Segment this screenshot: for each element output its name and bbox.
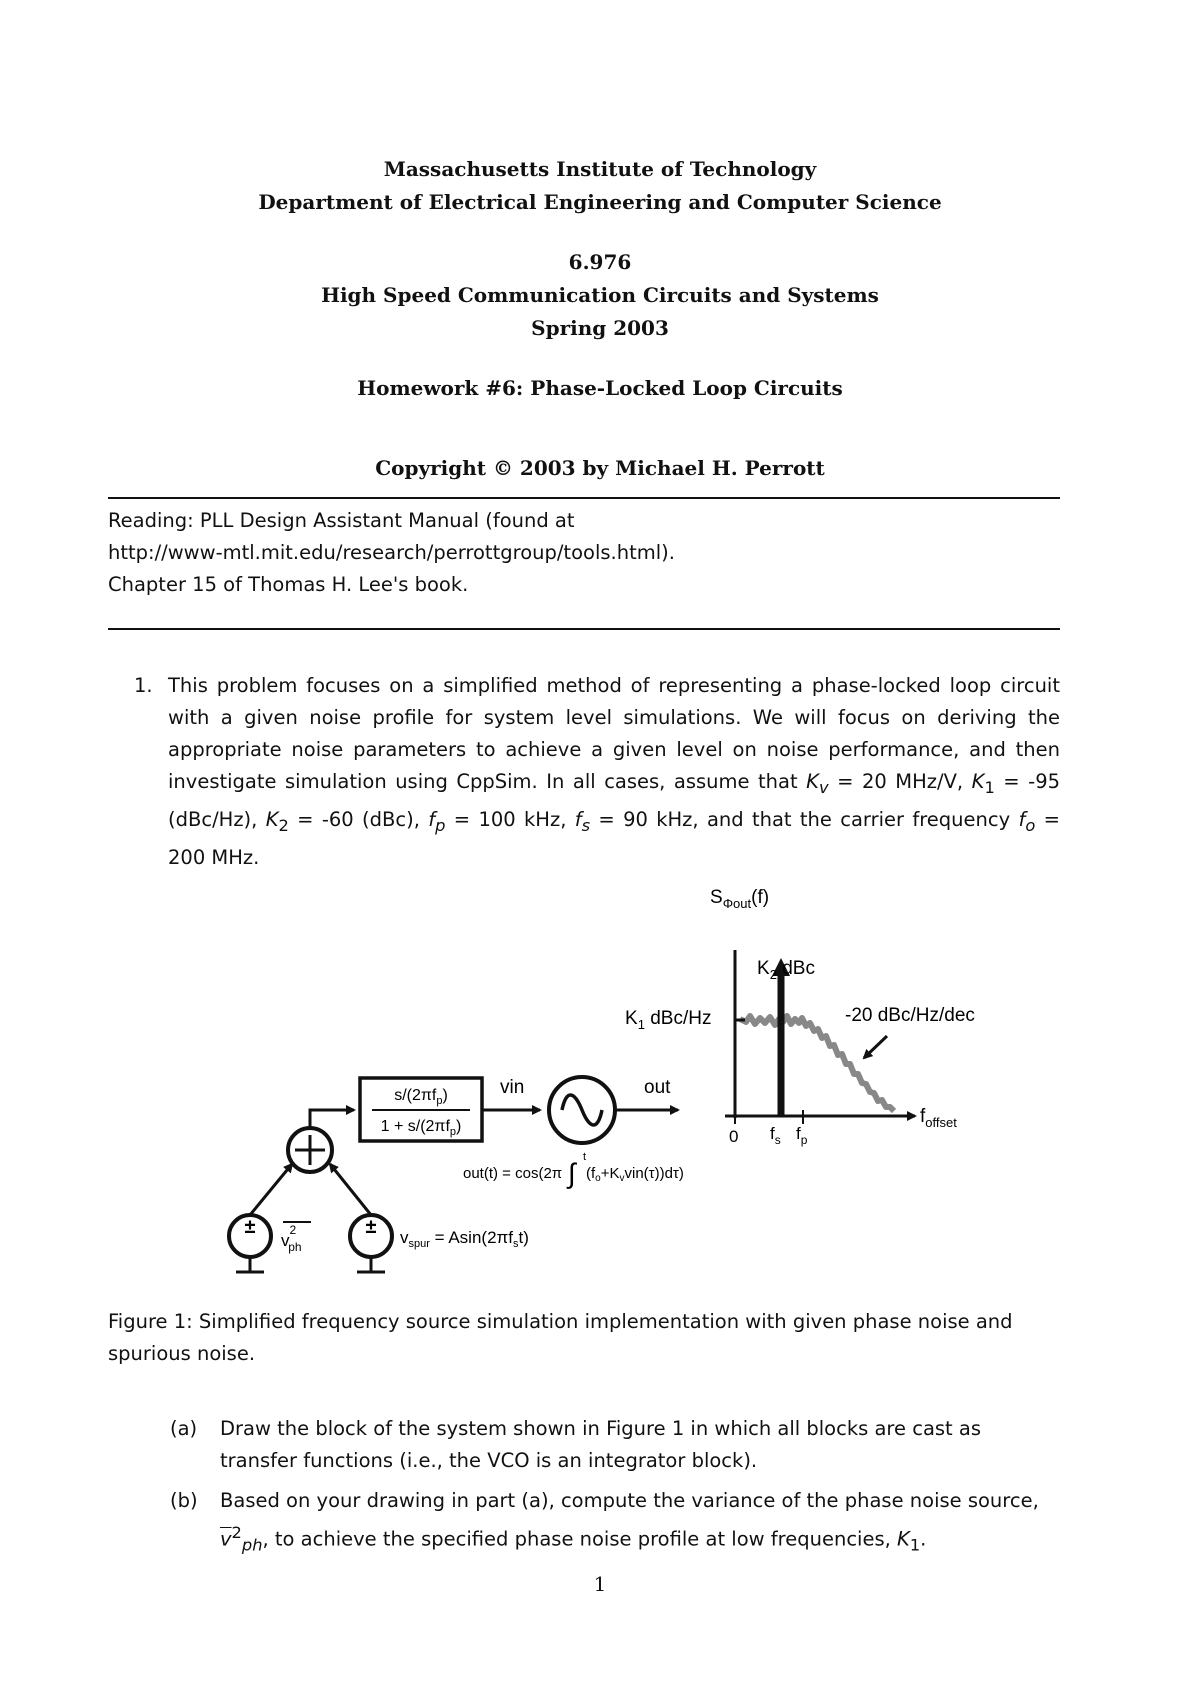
integral-sign-icon: ∫ (568, 1158, 576, 1189)
svg-text:(fo+Kvvin(τ))dτ): $(f_o+K_vvin(\tau))d\tau$) (586, 1165, 684, 1184)
term: Spring 2003 (531, 316, 669, 340)
slope-label: -20 dBc/Hz/dec (845, 1005, 975, 1026)
reading-line-1: Reading: PLL Design Assistant Manual (found at (108, 509, 575, 532)
subpart-text: Draw the block of the system shown in Figure 1 in which all blocks are cast as transfer functions (i.e., the VCO is an integrator block). (220, 1417, 982, 1472)
subparts-list (170, 1413, 1060, 1569)
k2-label: $K_2$ dBc (757, 958, 815, 982)
subpart-label: (a) (170, 1417, 198, 1440)
out-label: out (644, 1077, 671, 1098)
problem-number: 1. (134, 674, 153, 697)
page-number: 1 (593, 1572, 607, 1596)
department-title: Department of Electrical Engineering and Computer Science (258, 190, 942, 214)
tf-denominator: $1 + s/(2\pi f_p)$ (380, 1118, 462, 1138)
svg-text:±: ± (365, 1216, 377, 1238)
plot-y-label: $S_{\Phi out}(f)$ (710, 887, 770, 911)
tick-fs: $f_s$ (770, 1124, 781, 1147)
vspur-label: $v_{spur} = Asin(2\pi f_st)$ (400, 1228, 529, 1250)
figure-caption: Figure 1: Simplified frequency source simulation implementation with given phase noise and spurious noise. (108, 1310, 1013, 1365)
course-number: 6.976 (568, 250, 632, 274)
vco-output-equation: out(t) = cos(2π (463, 1165, 563, 1182)
problem-text: This problem focuses on a simplified method of representing a phase-locked loop circuit with a given noise profile for system level simulations. We will focus on deriving the appropriate noise parameters to achieve a given level on noise performance, and then investigate simulation using CppSim. In all cases, assume that $K_v = 20$ MHz/V, $K_1 = -95$ (dBc/Hz), $K_2 = -60$ (dBc), $f_p = 100$ kHz, $f_s = 90$ kHz, and that the carrier frequency $f_o = 200$ MHz. (168, 674, 1061, 869)
svg-text:t: t (583, 1151, 587, 1163)
copyright-line: Copyright © 2003 by Michael H. Perrott (375, 456, 825, 480)
tick-zero: 0 (729, 1127, 739, 1146)
subpart-text: Based on your drawing in part (a), compute the variance of the phase noise source, $\overline{v}^2_{ph}$, to achieve the specified phase noise profile at low frequencies, $K_1$. (220, 1489, 1039, 1555)
vph-label: $v^2$ ph (281, 1223, 302, 1254)
subpart-label: (b) (170, 1489, 198, 1512)
reading-line-3: Chapter 15 of Thomas H. Lee's book. (108, 573, 469, 596)
institution-title: Massachusetts Institute of Technology (383, 157, 817, 181)
subpart-a (170, 1413, 1060, 1477)
tf-numerator: $s/(2\pi f_p)$ (394, 1087, 448, 1107)
x-axis-label: $f_{offset}$ (920, 1106, 957, 1130)
vin-label: vin (500, 1077, 525, 1098)
course-title: High Speed Communication Circuits and Systems (321, 283, 879, 307)
svg-text:±: ± (244, 1216, 256, 1238)
tick-fp: $f_p$ (796, 1124, 808, 1147)
k1-label: $K_1$ dBc/Hz (625, 1008, 712, 1032)
reading-line-2: http://www-mtl.mit.edu/research/perrottgroup/tools.html). (108, 541, 675, 564)
homework-title: Homework #6: Phase-Locked Loop Circuits (357, 376, 843, 400)
phase-noise-profile (740, 1016, 894, 1111)
subpart-b (170, 1485, 1060, 1561)
